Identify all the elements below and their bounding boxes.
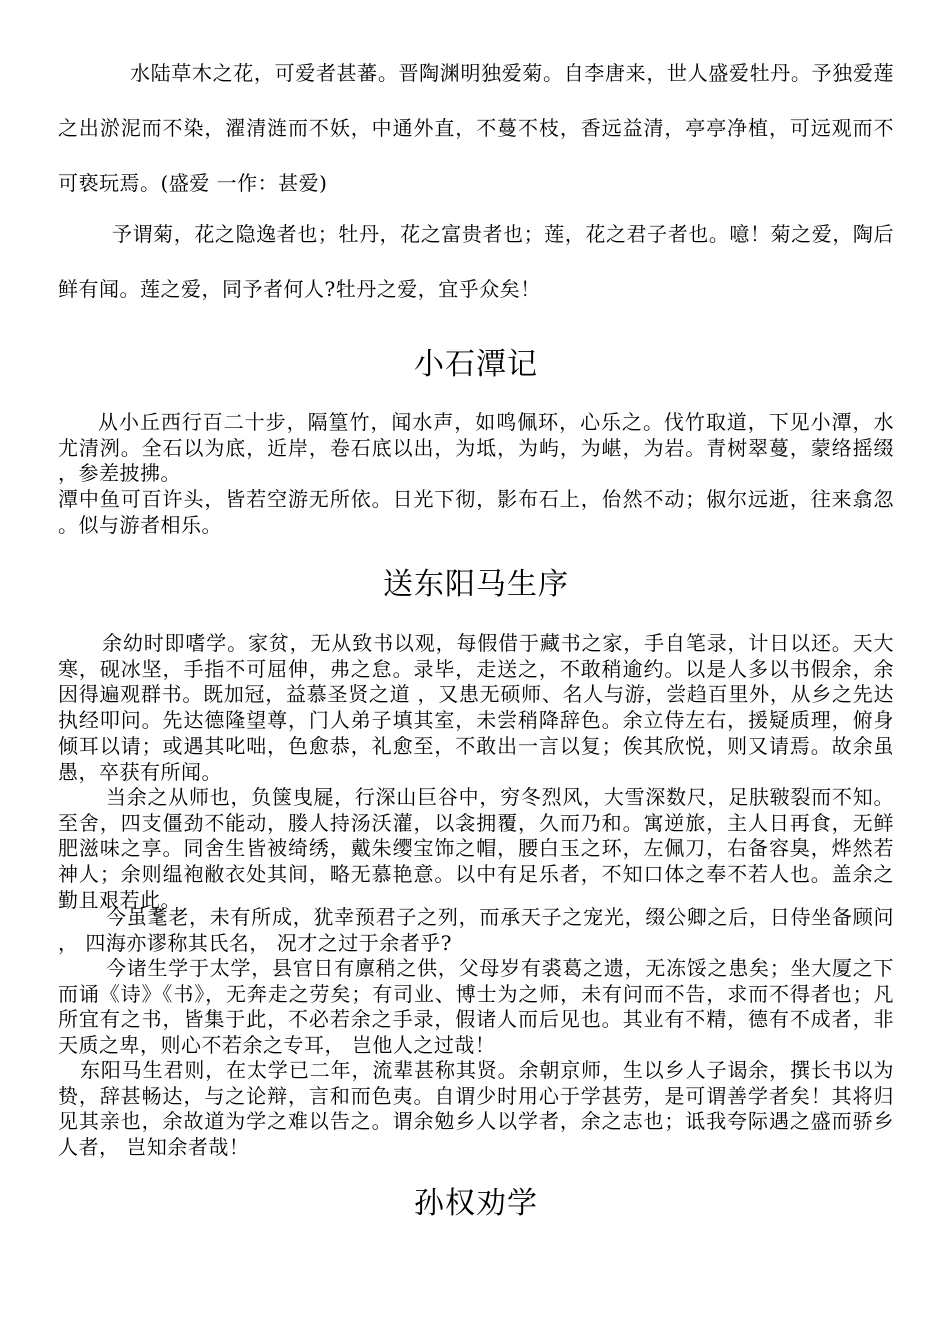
songdongyang-paragraph-4: 今诸生学于太学，县官日有廪稍之供，父母岁有裘葛之遗，无冻馁之患矣；坐大厦之下而诵《诗》《书》，无奔走之劳矣；有司业、博士为之师，未有问而不告，求而不得者也；凡所宜有之书，皆集于此，不必若余之手录，假诸人而后见也。其业有不精，德有不成者，非天质之卑，则心不若余之专耳， 岂他人之过哉！	[58, 956, 894, 1058]
songdongyang-paragraph-3: 今虽耄老，未有所成，犹幸预君子之列，而承天子之宠光，缀公卿之后，日侍坐备顾问， 四海亦谬称其氏名， 况才之过于余者乎?	[58, 905, 894, 955]
xiaoshitan-title: 小石潭记	[414, 347, 538, 382]
ailian-paragraph-1: 水陆草木之花，可爱者甚蕃。晋陶渊明独爱菊。自李唐来，世人盛爱牡丹。予独爱莲之出淤泥而不染，濯清涟而不妖，中通外直，不蔓不枝，香远益清，亭亭净植，可远观而不可亵玩焉。(盛爱 一作：甚爱)	[58, 61, 894, 195]
songdongyang-paragraph-1: 余幼时即嗜学。家贫，无从致书以观，每假借于藏书之家，手自笔录，计日以还。天大寒，砚冰坚，手指不可屈伸，弗之怠。录毕，走送之，不敢稍逾约。以是人多以书假余，余因得遍观群书。既加冠，益慕圣贤之道 ，又患无硕师、名人与游，尝趋百里外，从乡之先达执经叩问。先达德隆望尊，门人弟子填其室，未尝稍降辞色。余立侍左右，援疑质理，俯身倾耳以请；或遇其叱咄，色愈恭，礼愈至，不敢出一言以复；俟其欣悦，则又请焉。故余虽愚，卒获有所闻。	[58, 631, 894, 784]
ailian-paragraph-2: 予谓菊，花之隐逸者也；牡丹，花之富贵者也；莲，花之君子者也。噫！菊之爱，陶后鲜有闻。莲之爱，同予者何人?牡丹之爱，宜乎众矣！	[58, 222, 894, 301]
songdongyang-paragraph-2: 当余之从师也，负箧曳屣，行深山巨谷中，穷冬烈风，大雪深数尺，足肤皲裂而不知。至舍，四支僵劲不能动，媵人持汤沃灌，以衾拥覆，久而乃和。寓逆旅，主人日再食，无鲜肥滋味之享。同舍生皆被绮绣，戴朱缨宝饰之帽，腰白玉之环，左佩刀，右备容臭，烨然若神人；余则缊袍敝衣处其间，略无慕艳意。以中有足乐者，不知口体之奉不若人也。盖余之勤且艰若此。	[58, 785, 894, 912]
songdongyang-paragraph-5: 东阳马生君则，在太学已二年，流辈甚称其贤。余朝京师，生以乡人子谒余，撰长书以为贽，辞甚畅达，与之论辩，言和而色夷。自谓少时用心于学甚劳，是可谓善学者矣！其将归见其亲也，余故道为学之难以告之。谓余勉乡人以学者，余之志也；诋我夸际遇之盛而骄乡人者， 岂知余者哉！	[58, 1058, 894, 1160]
sunquan-title: 孙权劝学	[414, 1186, 538, 1221]
songdongyang-title: 送东阳马生序	[383, 567, 569, 602]
xiaoshitan-paragraph-2: 潭中鱼可百许头，皆若空游无所依。日光下彻，影布石上，佁然不动；俶尔远逝，往来翕忽。似与游者相乐。	[58, 487, 894, 537]
xiaoshitan-paragraph-1: 从小丘西行百二十步，隔篁竹，闻水声，如鸣佩环，心乐之。伐竹取道，下见小潭，水尤清洌。全石以为底，近岸，卷石底以出，为坻，为屿，为嵁，为岩。青树翠蔓，蒙络摇缀，参差披拂。	[58, 410, 894, 486]
